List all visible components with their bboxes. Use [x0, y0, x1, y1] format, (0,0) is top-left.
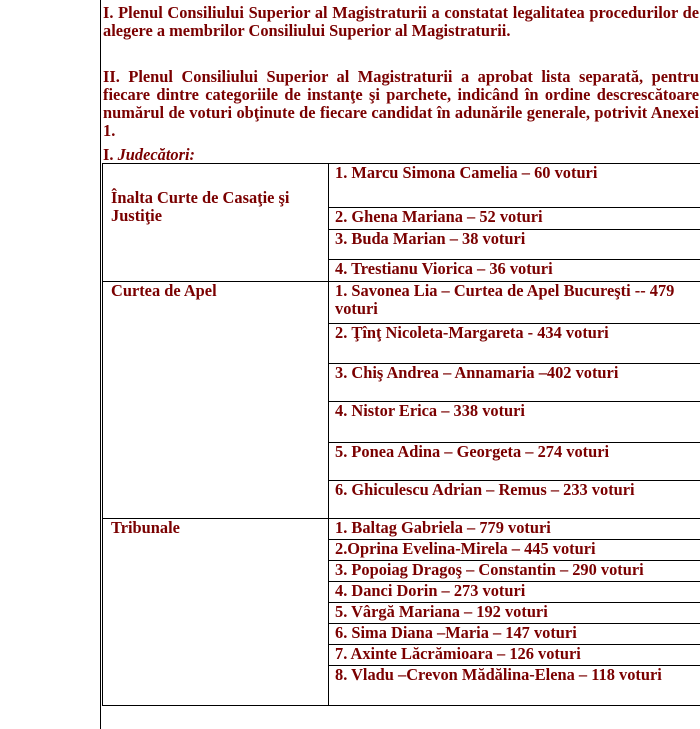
candidate-cell: 1. Savonea Lia – Curtea de Apel Bucureşti -- 479 voturi — [329, 282, 700, 324]
candidates-table — [102, 163, 700, 706]
candidate-cell: 3. Buda Marian – 38 voturi — [329, 230, 700, 260]
candidate-cell: 4. Trestianu Viorica – 36 voturi — [329, 260, 700, 282]
candidate-cell: 5. Ponea Adina – Georgeta – 274 voturi — [329, 443, 700, 481]
category-label: Tribunale — [111, 519, 324, 537]
table-row — [103, 164, 700, 208]
paragraph-approved-list: II. Plenul Consiliului Superior al Magistraturii a aprobat lista separată, pentru fiecare dintre categoriile de instanţe şi parchete, indicând în ordine descrescătoare numărul de voturi obţinute de fiecare candidat în adunările generale, potrivit Anexei 1. — [103, 68, 699, 140]
candidate-cell: 4. Danci Dorin – 273 voturi — [329, 582, 700, 603]
candidate-cell: 6. Ghiculescu Adrian – Remus – 233 voturi — [329, 481, 700, 519]
candidate-cell: 2.Oprina Evelina-Mirela – 445 voturi — [329, 540, 700, 561]
category-label: Înalta Curte de Casaţie şi Justiţie — [111, 189, 324, 225]
candidate-cell: 8. Vladu –Crevon Mădălina-Elena – 118 voturi — [329, 666, 700, 706]
candidate-cell: 1. Marcu Simona Camelia – 60 voturi — [329, 164, 700, 208]
candidate-cell: 7. Axinte Lăcrămioara – 126 voturi — [329, 645, 700, 666]
candidate-cell: 2. Ghena Mariana – 52 voturi — [329, 208, 700, 230]
category-label: Curtea de Apel — [111, 282, 324, 300]
candidate-cell: 1. Baltag Gabriela – 779 voturi — [329, 519, 700, 540]
table-row — [103, 519, 700, 540]
candidate-cell: 2. Ţînţ Nicoleta-Margareta - 434 voturi — [329, 324, 700, 364]
section-heading — [103, 146, 195, 164]
category-cell — [103, 282, 329, 519]
paragraph-legality: I. Plenul Consiliului Superior al Magistraturii a constatat legalitatea procedurilor de alegere a membrilor Consiliului Superior al Magistraturii. — [103, 4, 699, 40]
section-number: I. — [103, 145, 113, 164]
category-cell — [103, 164, 329, 282]
table-row — [103, 282, 700, 324]
candidate-cell: 5. Vârgă Mariana – 192 voturi — [329, 603, 700, 624]
category-cell — [103, 519, 329, 706]
section-title: Judecători: — [118, 145, 195, 164]
candidate-cell: 4. Nistor Erica – 338 voturi — [329, 402, 700, 443]
candidate-cell: 6. Sima Diana –Maria – 147 voturi — [329, 624, 700, 645]
candidate-cell: 3. Popoiag Dragoş – Constantin – 290 voturi — [329, 561, 700, 582]
candidate-cell: 3. Chiş Andrea – Annamaria –402 voturi — [329, 364, 700, 402]
